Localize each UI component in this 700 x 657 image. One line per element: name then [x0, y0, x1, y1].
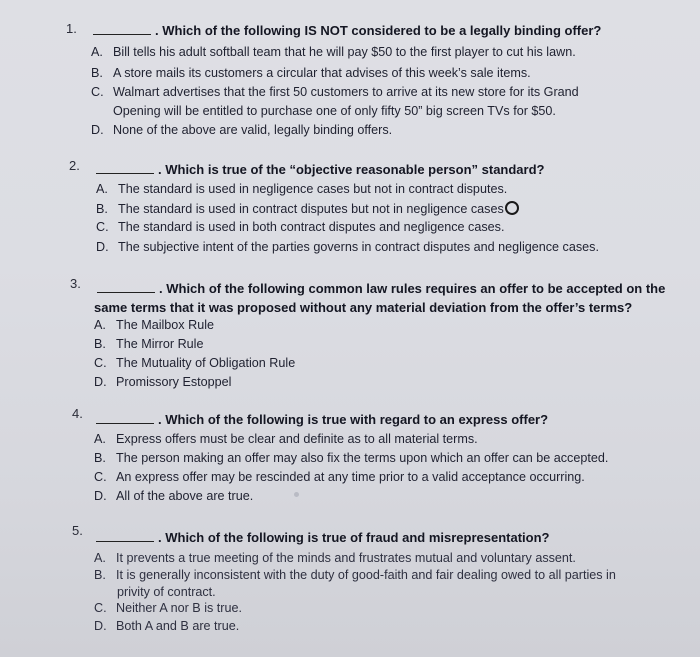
option-c[interactable]: C. The standard is used in both contract disputes and negligence cases.: [96, 220, 505, 234]
option-c[interactable]: C. Walmart advertises that the first 50 customers to arrive at its new store for its Grand: [91, 85, 579, 99]
option-d[interactable]: D. None of the above are valid, legally binding offers.: [91, 123, 393, 137]
question-stem: . Which of the following is true of fraud and misrepresentation?: [96, 530, 549, 545]
smudge-mark: [294, 492, 299, 497]
question-number: 5.: [72, 523, 83, 538]
option-b-continued: privity of contract.: [117, 585, 216, 599]
option-c[interactable]: C. The Mutuality of Obligation Rule: [94, 356, 296, 370]
option-c[interactable]: C. Neither A nor B is true.: [94, 601, 242, 615]
answer-blank[interactable]: [96, 413, 154, 424]
question-stem: . Which of the following is true with regard to an express offer?: [96, 412, 548, 427]
option-c[interactable]: C. An express offer may be rescinded at any time prior to a valid acceptance occurring.: [94, 470, 585, 484]
question-stem: . Which is true of the “objective reasonable person” standard?: [96, 162, 544, 177]
option-b[interactable]: B. The Mirror Rule: [94, 337, 204, 351]
answer-blank[interactable]: [96, 163, 154, 174]
answer-blank[interactable]: [93, 24, 151, 35]
question-stem: . Which of the following IS NOT considered to be a legally binding offer?: [93, 23, 601, 38]
option-a[interactable]: A. Express offers must be clear and definite as to all material terms.: [94, 432, 478, 446]
option-d[interactable]: D. Promissory Estoppel: [94, 375, 232, 389]
option-b[interactable]: B. The standard is used in contract disputes but not in negligence cases: [96, 201, 519, 216]
option-a[interactable]: A. The Mailbox Rule: [94, 318, 214, 332]
option-a[interactable]: A. It prevents a true meeting of the minds and frustrates mutual and voluntary assent.: [94, 551, 576, 565]
option-a[interactable]: A. Bill tells his adult softball team that he will pay $50 to the first player to cut his lawn.: [91, 45, 576, 59]
question-number: 1.: [66, 21, 77, 36]
question-number: 2.: [69, 158, 80, 173]
option-d[interactable]: D. All of the above are true.: [94, 489, 254, 503]
option-b[interactable]: B. It is generally inconsistent with the duty of good-faith and fair dealing owed to all parties in: [94, 568, 616, 582]
option-a[interactable]: A. The standard is used in negligence cases but not in contract disputes.: [96, 182, 508, 196]
selection-circle-icon: [505, 201, 519, 215]
option-c-continued: Opening will be entitled to purchase one of only fifty 50” big screen TVs for $50.: [113, 104, 556, 118]
answer-blank[interactable]: [96, 531, 154, 542]
option-d[interactable]: D. The subjective intent of the parties governs in contract disputes and negligence cases.: [96, 240, 599, 254]
question-number: 4.: [72, 406, 83, 421]
option-d[interactable]: D. Both A and B are true.: [94, 619, 240, 633]
option-b[interactable]: B. A store mails its customers a circular that advises of this week’s sale items.: [91, 66, 531, 80]
question-stem: . Which of the following common law rules requires an offer to be accepted on the: [97, 281, 665, 296]
answer-blank[interactable]: [97, 282, 155, 293]
question-number: 3.: [70, 276, 81, 291]
question-stem-continued: same terms that it was proposed without any material deviation from the offer’s terms?: [94, 300, 633, 315]
option-b[interactable]: B. The person making an offer may also fix the terms upon which an offer can be accepted.: [94, 451, 609, 465]
